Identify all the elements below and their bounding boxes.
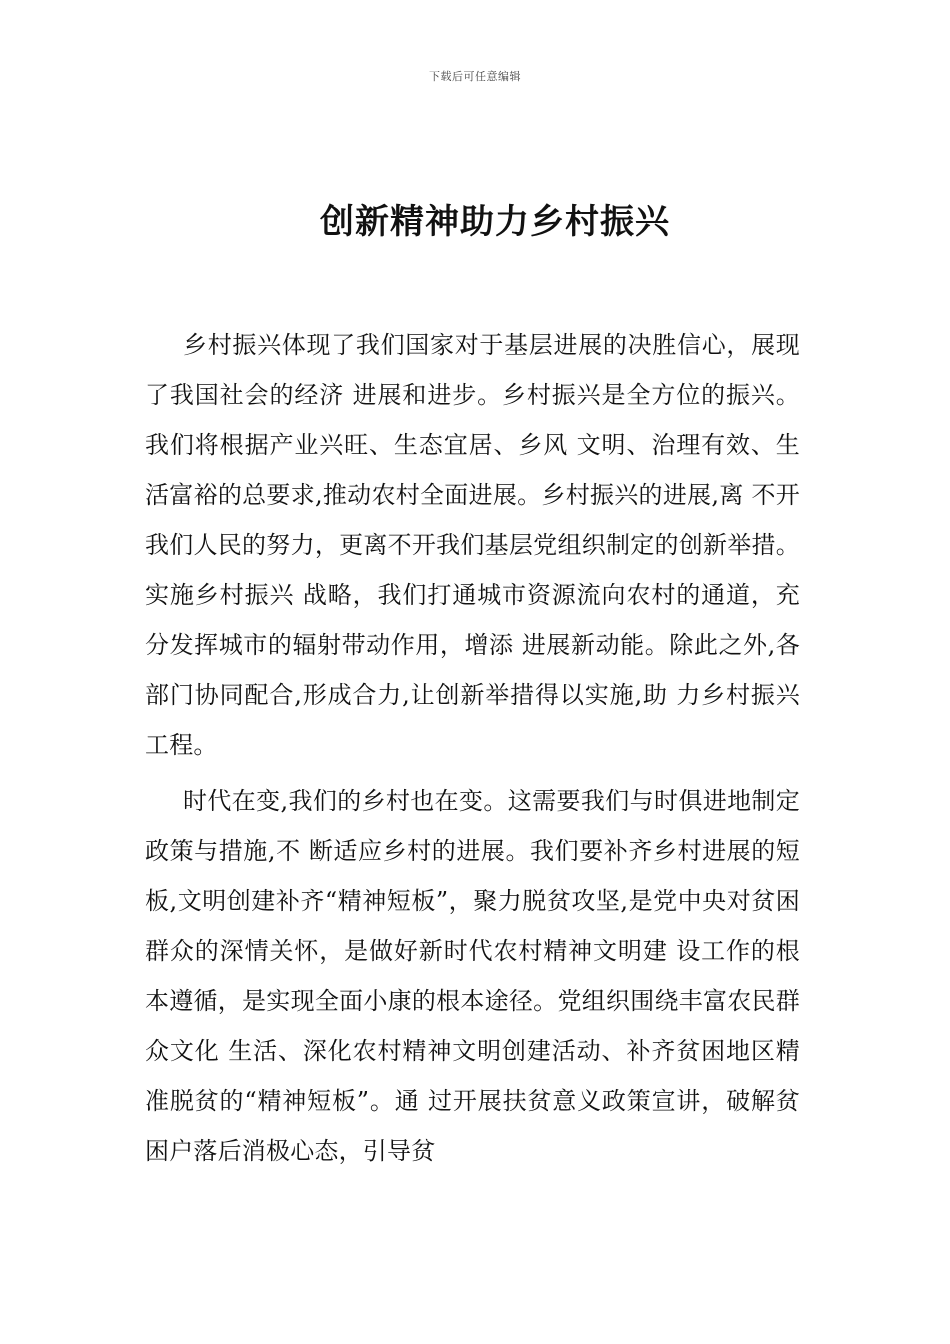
paragraph: 时代在变,我们的乡村也在变。这需要我们与时俱进地制定政策与措施,不 断适应乡村的进展。我们要补齐乡村进展的短板,文明创建补齐“精神短板”，聚力脱贫攻坚,是党中央对贫困群众的深情关怀，是做好新时代农村精神文明建 设工作的根本遵循，是实现全面小康的根本途径。党组织围绕丰富农民群众文化 生活、深化农村精神文明创建活动、补齐贫困地区精准脱贫的“精神短板”。通 过开展扶贫意义政策宣讲，破解贫困户落后消极心态，引导贫: [145, 787, 800, 1165]
header-note: 下载后可任意编辑: [429, 70, 521, 83]
paragraph: 乡村振兴体现了我们国家对于基层进展的决胜信心，展现了我国社会的经济 进展和进步。乡村振兴是全方位的振兴。我们将根据产业兴旺、生态宜居、乡风 文明、治理有效、生活富裕的总要求,推动农村全面进展。乡村振兴的进展,离 不开我们人民的努力，更离不开我们基层党组织制定的创新举措。 实施乡村振兴 战略，我们打通城市资源流向农村的通道，充分发挥城市的辐射带动作用，增添 进展新动能。除此之外,各部门协同配合,形成合力,让创新举措得以实施,助 力乡村振兴工程。: [145, 331, 800, 759]
document-title: 创新精神助力乡村振兴: [320, 202, 670, 242]
document-body: [145, 320, 800, 1176]
